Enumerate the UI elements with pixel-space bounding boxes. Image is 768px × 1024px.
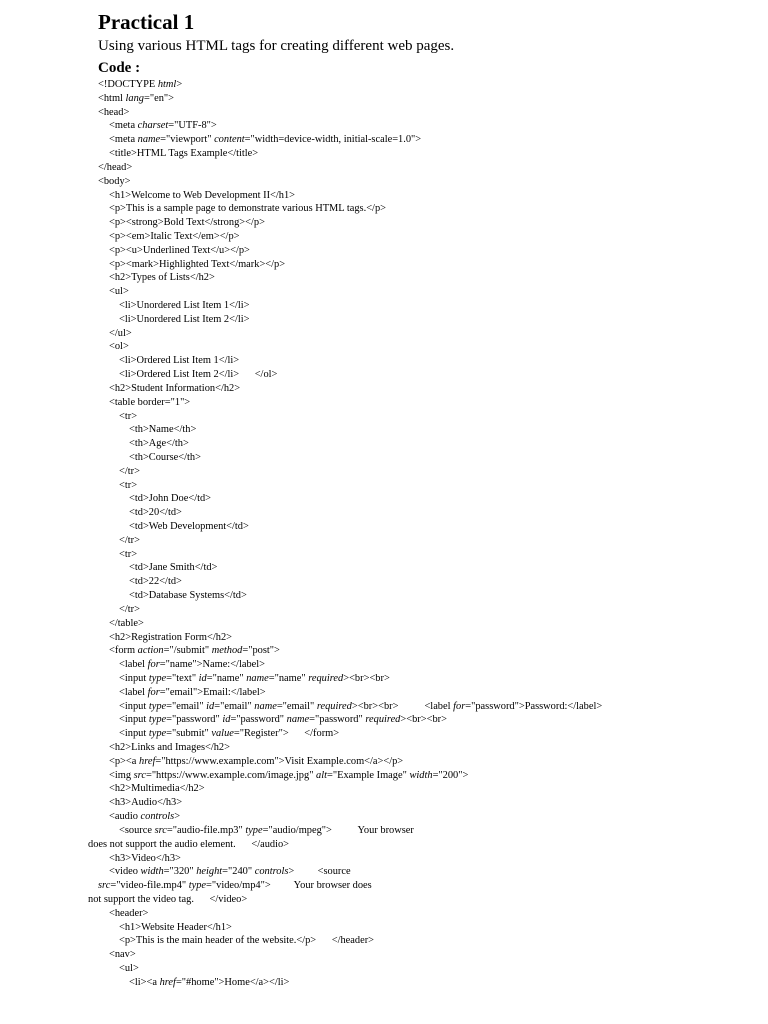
code-text: <p>This is the main header of the website.</p> </header> [119, 935, 375, 947]
code-line [98, 202, 738, 216]
code-line [98, 161, 738, 175]
code-attribute: controls [254, 866, 289, 878]
code-attribute: width [409, 769, 433, 781]
code-text: <input [119, 700, 149, 712]
code-text: ="Example Image" [327, 769, 410, 781]
code-attribute: value [211, 728, 234, 740]
code-text: <td>22</td> [129, 576, 182, 588]
code-text: ><br><br> [343, 672, 390, 684]
code-attribute: href [139, 755, 156, 767]
code-listing [88, 78, 738, 990]
code-attribute: type [148, 700, 167, 712]
code-attribute: type [148, 672, 167, 684]
code-line [98, 561, 738, 575]
code-text: <th>Name</th> [129, 424, 197, 436]
code-line [98, 865, 738, 879]
code-line [98, 631, 738, 645]
code-attribute: width [140, 866, 164, 878]
code-text: <li>Unordered List Item 2</li> [119, 313, 250, 325]
code-attribute: controls [140, 811, 175, 823]
code-line [98, 796, 738, 810]
code-text: <img [109, 769, 134, 781]
code-text: <input [119, 714, 149, 726]
code-text: ="post"> [242, 645, 280, 657]
code-line [98, 852, 738, 866]
code-line [98, 810, 738, 824]
code-line [98, 921, 738, 935]
code-attribute: id [222, 714, 231, 726]
code-attribute: required [308, 672, 344, 684]
code-line [98, 575, 738, 589]
code-text: <body> [98, 175, 131, 187]
code-text: <html [98, 92, 126, 104]
code-line [98, 258, 738, 272]
code-line [98, 755, 738, 769]
code-text: ="text" [166, 672, 199, 684]
code-line [98, 354, 738, 368]
code-text: ="audio-file.mp3" [166, 824, 246, 836]
code-line [98, 368, 738, 382]
code-text: <p><mark>Highlighted Text</mark></p> [109, 258, 286, 270]
code-line [88, 893, 738, 907]
code-line [98, 479, 738, 493]
code-attribute: required [316, 700, 352, 712]
code-text: <meta [109, 134, 138, 146]
code-text: ="UTF-8"> [168, 120, 217, 132]
code-text: > [176, 79, 183, 90]
code-text: <h1>Welcome to Web Development II</h1> [109, 189, 296, 201]
code-line [98, 934, 738, 948]
code-text: ="#home">Home</a></li> [175, 976, 290, 988]
code-text: <td>20</td> [129, 507, 182, 519]
code-text: ="200"> [432, 769, 469, 781]
code-text: <title>HTML Tags Example</title> [109, 148, 259, 160]
code-text: <h2>Student Information</h2> [109, 382, 241, 394]
code-text: <ul> [109, 286, 129, 298]
code-attribute: lang [125, 92, 144, 104]
code-attribute: type [148, 728, 167, 740]
code-attribute: id [198, 672, 207, 684]
code-line [98, 686, 738, 700]
code-text: <td>Database Systems</td> [129, 590, 247, 602]
code-text: ="en"> [144, 92, 175, 104]
document-page [88, 8, 738, 990]
code-text: <th>Course</th> [129, 451, 201, 463]
code-text: </tr> [119, 465, 140, 477]
code-text: <p><u>Underlined Text</u></p> [109, 244, 250, 256]
code-attribute: height [196, 866, 223, 878]
code-text: ="email">Email:</label> [159, 686, 266, 698]
code-attribute: src [98, 880, 111, 892]
code-text: <li>Ordered List Item 2</li> </ol> [119, 369, 278, 381]
code-text: > [174, 811, 181, 823]
code-text: <tr> [119, 548, 138, 560]
code-attribute: name [246, 672, 269, 684]
code-text: <!DOCTYPE [98, 79, 158, 90]
code-text: ="password" [230, 714, 287, 726]
code-label: Code : [98, 60, 141, 76]
code-text: <head> [98, 106, 130, 118]
code-line [98, 451, 738, 465]
code-line [98, 423, 738, 437]
code-attribute: name [137, 134, 161, 146]
code-attribute: type [245, 824, 263, 836]
code-line [98, 285, 738, 299]
code-attribute: name [254, 700, 277, 712]
code-attribute: html [157, 79, 177, 90]
code-line [98, 216, 738, 230]
code-text: ="320" [163, 866, 197, 878]
code-attribute: required [365, 714, 401, 726]
code-attribute: id [206, 700, 215, 712]
code-line [98, 465, 738, 479]
code-line [98, 603, 738, 617]
code-text: ><br><br> [400, 714, 447, 726]
code-line [98, 589, 738, 603]
code-line [98, 299, 738, 313]
code-line [98, 727, 738, 741]
code-line [98, 879, 738, 893]
code-attribute: src [154, 824, 167, 836]
code-text: ="submit" [166, 728, 212, 740]
code-attribute: name [286, 714, 310, 726]
code-line [98, 382, 738, 396]
code-line [98, 658, 738, 672]
code-text: ="https://www.example.com/image.jpg" [145, 769, 317, 781]
code-attribute: src [133, 769, 146, 781]
code-text: <h3>Audio</h3> [109, 797, 183, 809]
code-text: ="width=device-width, initial-scale=1.0"> [244, 134, 422, 146]
code-text: <td>Web Development</td> [129, 521, 249, 532]
code-text: <h1>Website Header</h1> [119, 921, 232, 933]
code-line [98, 948, 738, 962]
code-text: ="video-file.mp4" [110, 880, 189, 892]
code-line [98, 492, 738, 506]
code-line [98, 644, 738, 658]
code-attribute: type [148, 714, 167, 726]
code-attribute: content [214, 134, 245, 146]
code-text: <input [119, 728, 149, 740]
code-text: <h2>Links and Images</h2> [109, 742, 230, 753]
code-line [98, 313, 738, 327]
code-text: does not support the audio element. </audio> [88, 838, 290, 850]
code-text: not support the video tag. </video> [88, 893, 248, 905]
code-text: <input [119, 672, 149, 684]
code-text: ="audio/mpeg"> Your browser [262, 824, 414, 836]
code-text: <p>This is a sample page to demonstrate various HTML tags.</p> [109, 203, 386, 215]
code-line [98, 437, 738, 451]
code-text: ="password" [309, 714, 366, 726]
code-line [98, 244, 738, 258]
code-line [98, 907, 738, 921]
code-line [98, 327, 738, 341]
code-text: ="name" [268, 672, 309, 684]
code-line [98, 175, 738, 189]
code-text: <label [119, 659, 148, 671]
code-text: <ol> [109, 341, 129, 353]
code-text: <ul> [119, 963, 139, 974]
code-text: ="viewport" [160, 134, 215, 146]
code-text: <p><strong>Bold Text</strong></p> [109, 217, 265, 229]
code-text: <li>Unordered List Item 1</li> [119, 300, 250, 311]
code-text: </tr> [119, 603, 140, 615]
code-text: <td>John Doe</td> [129, 493, 212, 505]
code-text: <tr> [119, 410, 138, 422]
code-text: </tr> [119, 534, 140, 546]
page-title: Practical 1 [98, 10, 195, 34]
code-attribute: type [188, 880, 207, 892]
code-text: <p><em>Italic Text</em></p> [109, 230, 240, 242]
code-attribute: action [137, 645, 164, 657]
code-text: <form [109, 645, 138, 657]
code-text: <th>Age</th> [129, 438, 189, 450]
code-text: </ul> [109, 327, 132, 339]
code-text: <table border="1"> [109, 396, 191, 408]
code-text: <header> [109, 907, 149, 919]
code-line [98, 396, 738, 410]
code-text: <h2>Registration Form</h2> [109, 631, 233, 643]
code-text: <li>Ordered List Item 1</li> [119, 355, 240, 367]
code-line [98, 534, 738, 548]
code-line [98, 189, 738, 203]
code-text: <label [119, 686, 148, 698]
code-text: ="Register"> </form> [233, 728, 340, 740]
code-text: <audio [109, 811, 141, 823]
code-text: <nav> [109, 949, 136, 961]
code-line [98, 769, 738, 783]
code-text: ="/submit" [163, 645, 212, 657]
code-text: <video [109, 866, 141, 878]
code-text: ="video/mp4"> Your browser does [206, 880, 372, 892]
code-line [98, 78, 738, 92]
code-text: ="password" [166, 714, 223, 726]
code-line [98, 617, 738, 631]
code-text: ="240" [222, 866, 255, 878]
code-text: ="name">Name:</label> [159, 659, 265, 671]
code-text: <td>Jane Smith</td> [129, 562, 218, 574]
code-attribute: charset [137, 120, 169, 132]
code-line [98, 962, 738, 976]
code-text: <h3>Video</h3> [109, 852, 181, 864]
code-attribute: alt [316, 769, 328, 781]
code-line [98, 506, 738, 520]
code-line [98, 230, 738, 244]
code-text: ><br><br> <label [351, 700, 454, 712]
code-attribute: for [453, 700, 466, 712]
code-line [98, 782, 738, 796]
page-subtitle: Using various HTML tags for creating different web pages. [98, 38, 455, 54]
code-line [98, 92, 738, 106]
code-text: ="name" [206, 672, 247, 684]
code-line [98, 271, 738, 285]
code-text: <p><a [109, 755, 139, 767]
code-line [98, 548, 738, 562]
code-attribute: for [147, 659, 160, 671]
code-text: ="email" [276, 700, 317, 712]
code-text: ="password">Password:</label> [465, 700, 603, 712]
code-text: <source [119, 824, 155, 836]
code-text: <tr> [119, 479, 138, 491]
code-line [98, 976, 738, 990]
code-text: > <source [288, 866, 351, 878]
code-line [98, 700, 738, 714]
code-line [98, 147, 738, 161]
code-text: <li><a [129, 976, 160, 988]
code-text: ="https://www.example.com">Visit Example.com</a></p> [155, 755, 404, 767]
code-text: </head> [98, 161, 133, 173]
code-line [98, 340, 738, 354]
code-line [98, 520, 738, 534]
code-attribute: method [211, 645, 243, 657]
code-line [98, 119, 738, 133]
code-attribute: href [159, 976, 176, 988]
code-line [98, 713, 738, 727]
code-attribute: for [147, 686, 160, 698]
code-line [98, 410, 738, 424]
code-text: ="email" [214, 700, 255, 712]
code-text: <h2>Multimedia</h2> [109, 783, 205, 795]
code-text: <h2>Types of Lists</h2> [109, 272, 215, 284]
code-text: <meta [109, 120, 138, 132]
code-line [98, 106, 738, 120]
code-text: </table> [109, 617, 144, 629]
code-line [98, 672, 738, 686]
code-line [98, 824, 738, 838]
code-text: ="email" [166, 700, 207, 712]
code-line [88, 838, 738, 852]
code-line [98, 741, 738, 755]
code-line [98, 133, 738, 147]
